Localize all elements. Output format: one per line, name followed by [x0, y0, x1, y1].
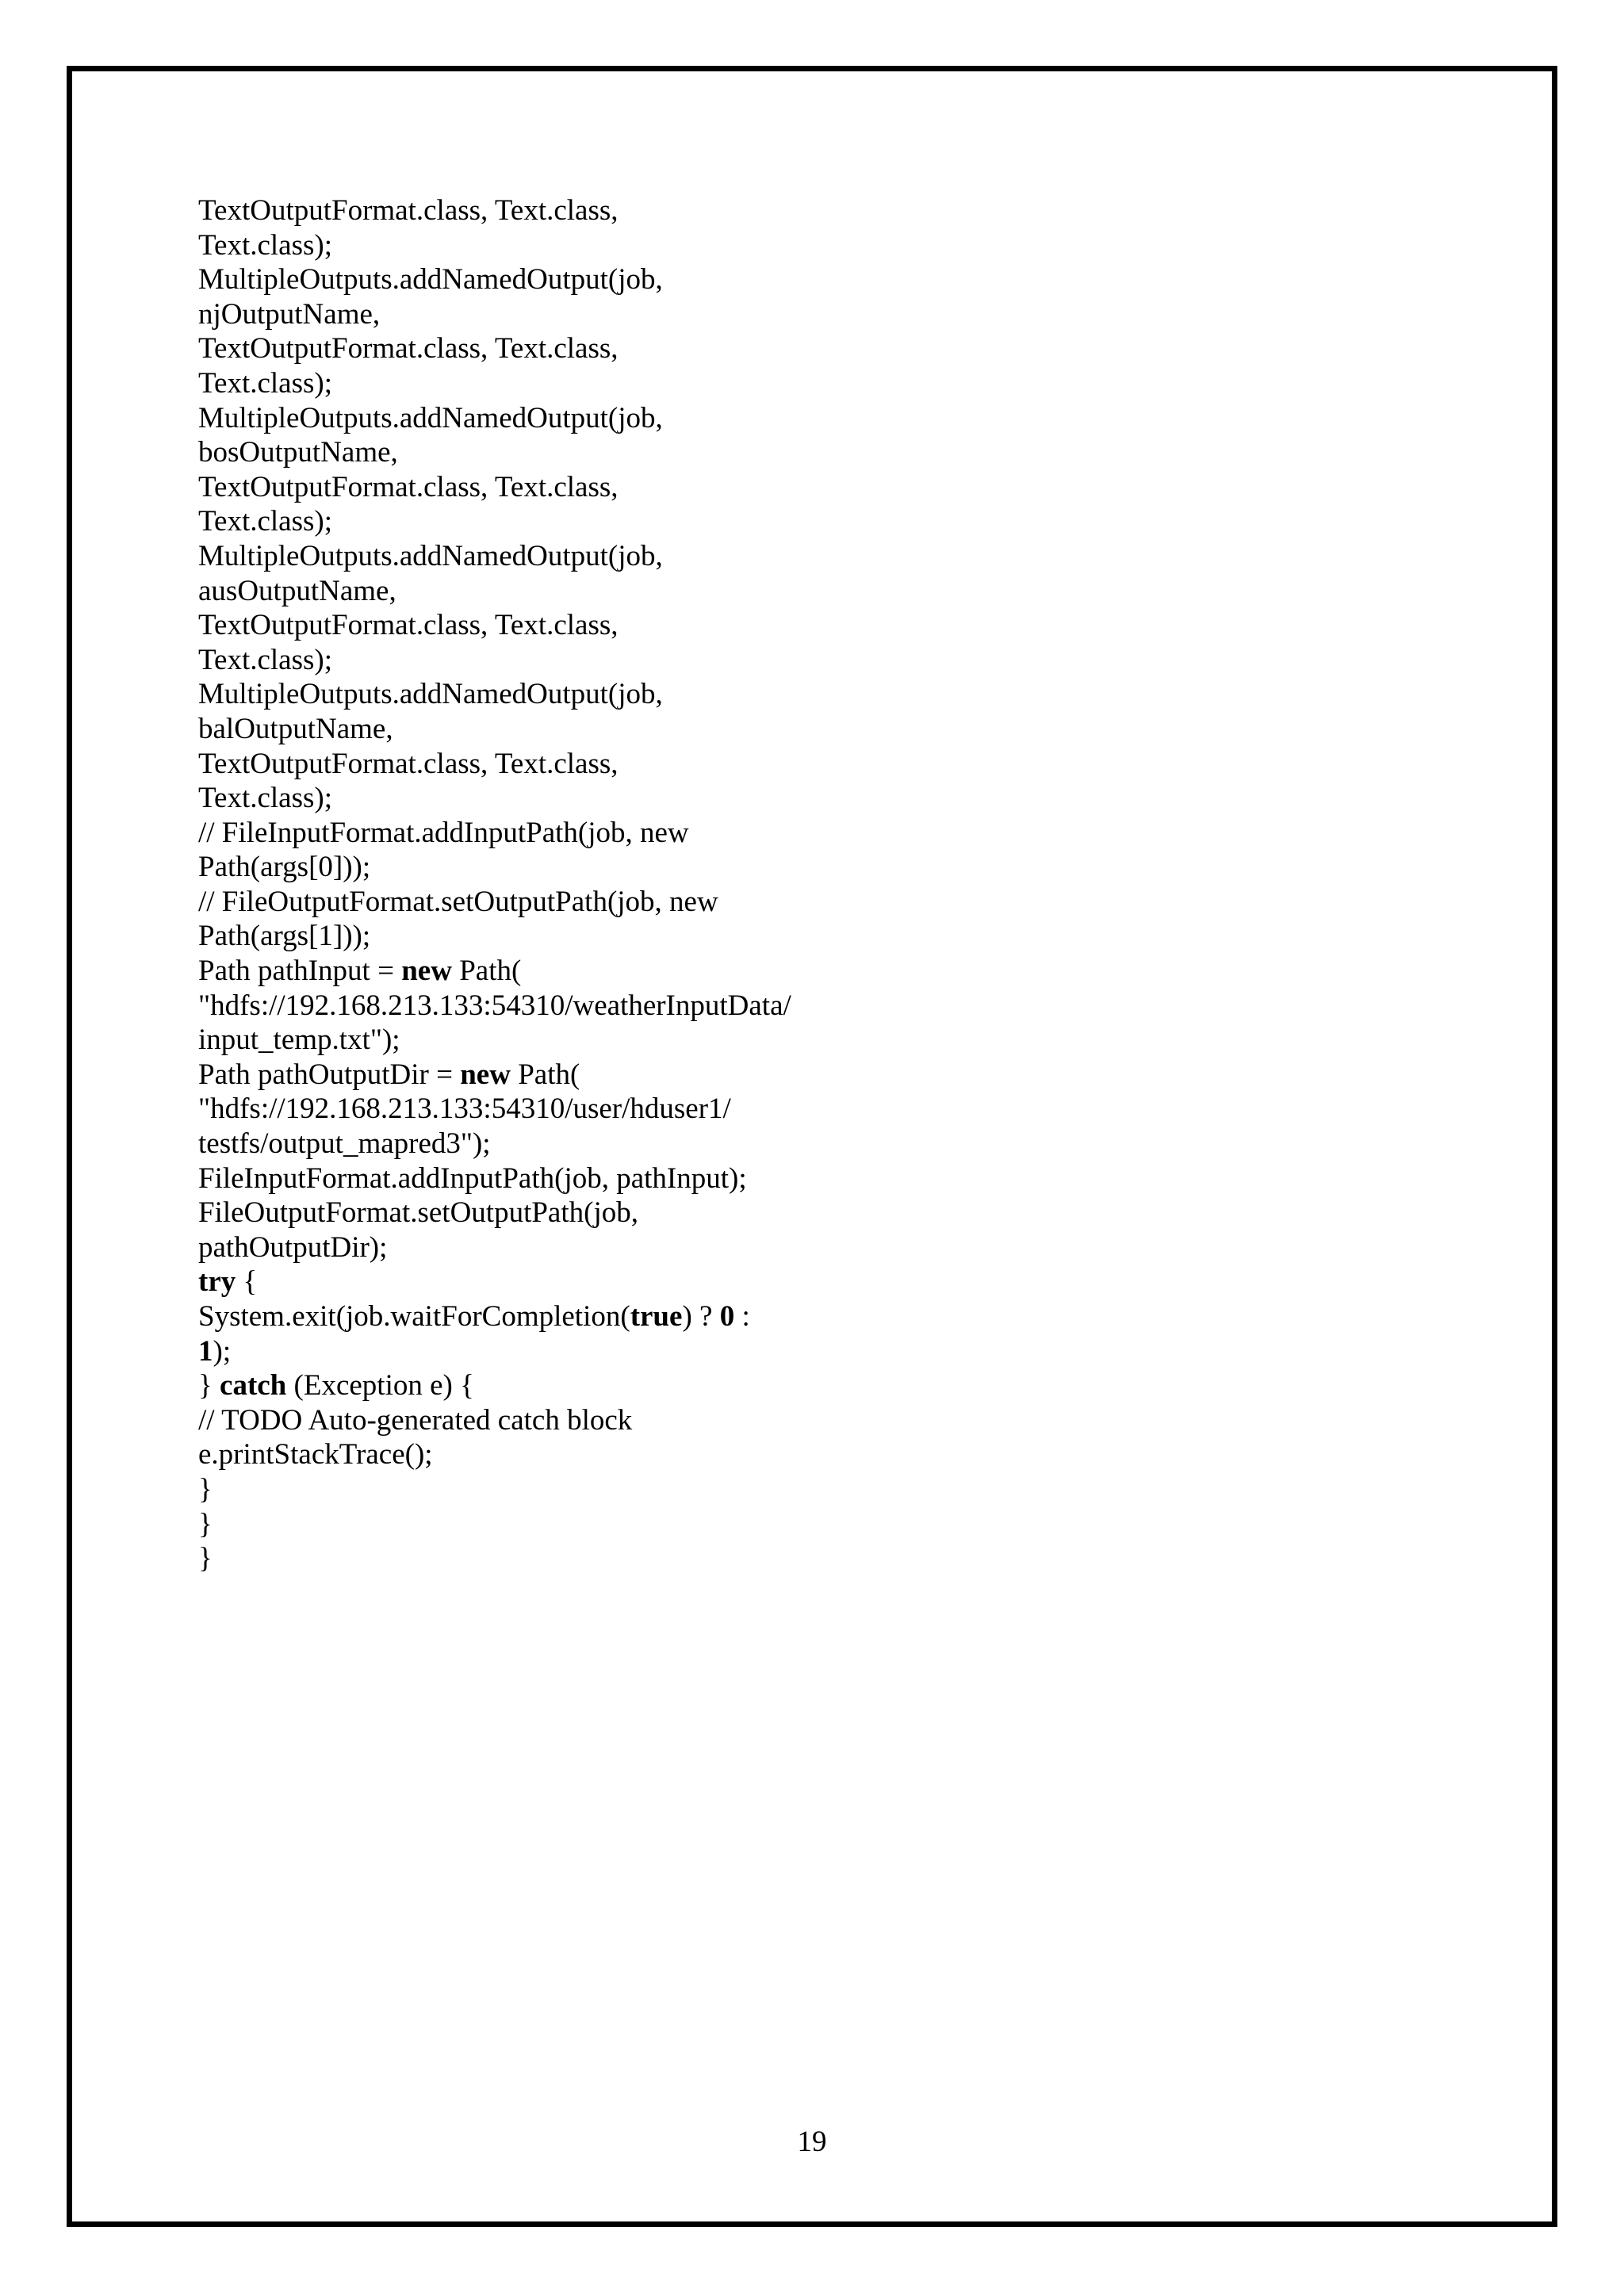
code-keyword: try: [198, 1265, 236, 1299]
code-line: [198, 574, 1388, 609]
code-line: [198, 1127, 1388, 1161]
code-line: [198, 228, 1388, 263]
code-line: [198, 1299, 1388, 1334]
code-line: [198, 1472, 1388, 1507]
code-line: [198, 954, 1388, 989]
code-text: MultipleOutputs.addNamedOutput(job,: [198, 678, 663, 711]
code-line: [198, 1161, 1388, 1196]
code-text: MultipleOutputs.addNamedOutput(job,: [198, 401, 663, 434]
code-text: njOutputName,: [198, 297, 381, 331]
code-line: [198, 193, 1388, 228]
code-line: [198, 816, 1388, 851]
code-line: [198, 677, 1388, 712]
code-text: {: [236, 1265, 258, 1299]
code-text: FileOutputFormat.setOutputPath(job,: [198, 1196, 638, 1230]
code-line: [198, 1368, 1388, 1403]
code-line: [198, 747, 1388, 782]
page-number: 19: [797, 2126, 827, 2158]
code-text: Path(: [451, 955, 522, 988]
code-text: balOutputName,: [198, 712, 393, 745]
code-keyword: true: [630, 1300, 683, 1333]
code-text: Path(args[1]));: [198, 920, 371, 953]
code-keyword: new: [460, 1058, 511, 1091]
code-line: [198, 1507, 1388, 1542]
code-text: MultipleOutputs.addNamedOutput(job,: [198, 263, 663, 297]
code-line: [198, 504, 1388, 539]
code-text: Text.class);: [198, 228, 332, 262]
code-text: ausOutputName,: [198, 574, 396, 607]
code-text: }: [198, 1472, 213, 1506]
code-line: [198, 1541, 1388, 1576]
code-text: testfs/output_mapred3");: [198, 1127, 491, 1161]
code-text: }: [198, 1507, 213, 1540]
code-listing: [198, 193, 1388, 1576]
code-text: System.exit(job.waitForCompletion(: [198, 1300, 630, 1333]
code-text: Path pathOutputDir =: [198, 1058, 461, 1091]
code-text: // FileInputFormat.addInputPath(job, new: [198, 816, 689, 849]
code-line: [198, 470, 1388, 505]
code-line: [198, 366, 1388, 401]
code-text: }: [198, 1369, 220, 1402]
code-text: }: [198, 1542, 213, 1575]
code-keyword: catch: [220, 1369, 287, 1402]
code-text: TextOutputFormat.class, Text.class,: [198, 470, 619, 503]
code-text: Text.class);: [198, 505, 332, 538]
code-text: ) ?: [682, 1300, 720, 1333]
code-line: [198, 435, 1388, 470]
code-keyword: 0: [719, 1300, 735, 1333]
code-line: [198, 989, 1388, 1024]
code-text: bosOutputName,: [198, 436, 398, 469]
code-line: [198, 1265, 1388, 1299]
code-text: input_temp.txt");: [198, 1024, 400, 1057]
code-text: TextOutputFormat.class, Text.class,: [198, 609, 619, 642]
code-text: "hdfs://192.168.213.133:54310/user/hduser1/: [198, 1093, 731, 1126]
code-line: [198, 297, 1388, 332]
code-line: [198, 539, 1388, 574]
code-line: [198, 919, 1388, 954]
code-text: TextOutputFormat.class, Text.class,: [198, 332, 619, 365]
code-line: [198, 331, 1388, 366]
code-text: Text.class);: [198, 782, 332, 815]
code-text: // FileOutputFormat.setOutputPath(job, new: [198, 885, 718, 918]
code-text: Text.class);: [198, 366, 332, 400]
code-line: [198, 1334, 1388, 1369]
code-line: [198, 712, 1388, 747]
code-keyword: new: [401, 955, 452, 988]
code-text: :: [734, 1300, 750, 1333]
code-text: pathOutputDir);: [198, 1230, 388, 1264]
code-text: Path(args[0]));: [198, 851, 371, 884]
code-line: [198, 643, 1388, 678]
code-text: Path(: [510, 1058, 580, 1091]
code-text: TextOutputFormat.class, Text.class,: [198, 747, 619, 780]
code-line: [198, 850, 1388, 885]
code-text: (Exception e) {: [286, 1369, 474, 1402]
code-text: Text.class);: [198, 643, 332, 676]
code-line: [198, 608, 1388, 643]
code-line: [198, 401, 1388, 436]
code-text: FileInputFormat.addInputPath(job, pathInput);: [198, 1161, 747, 1195]
code-text: // TODO Auto-generated catch block: [198, 1403, 633, 1437]
code-text: e.printStackTrace();: [198, 1438, 433, 1471]
code-line: [198, 1058, 1388, 1093]
code-line: [198, 1196, 1388, 1230]
code-text: "hdfs://192.168.213.133:54310/weatherInputData/: [198, 989, 791, 1022]
code-line: [198, 1230, 1388, 1265]
code-line: [198, 1437, 1388, 1472]
code-text: Path pathInput =: [198, 955, 402, 988]
code-line: [198, 781, 1388, 816]
code-line: [198, 1023, 1388, 1058]
code-text: );: [213, 1334, 232, 1368]
code-line: [198, 262, 1388, 297]
code-text: TextOutputFormat.class, Text.class,: [198, 194, 619, 227]
code-keyword: 1: [198, 1334, 213, 1368]
code-line: [198, 885, 1388, 920]
code-line: [198, 1403, 1388, 1438]
code-text: MultipleOutputs.addNamedOutput(job,: [198, 539, 663, 572]
code-line: [198, 1092, 1388, 1127]
